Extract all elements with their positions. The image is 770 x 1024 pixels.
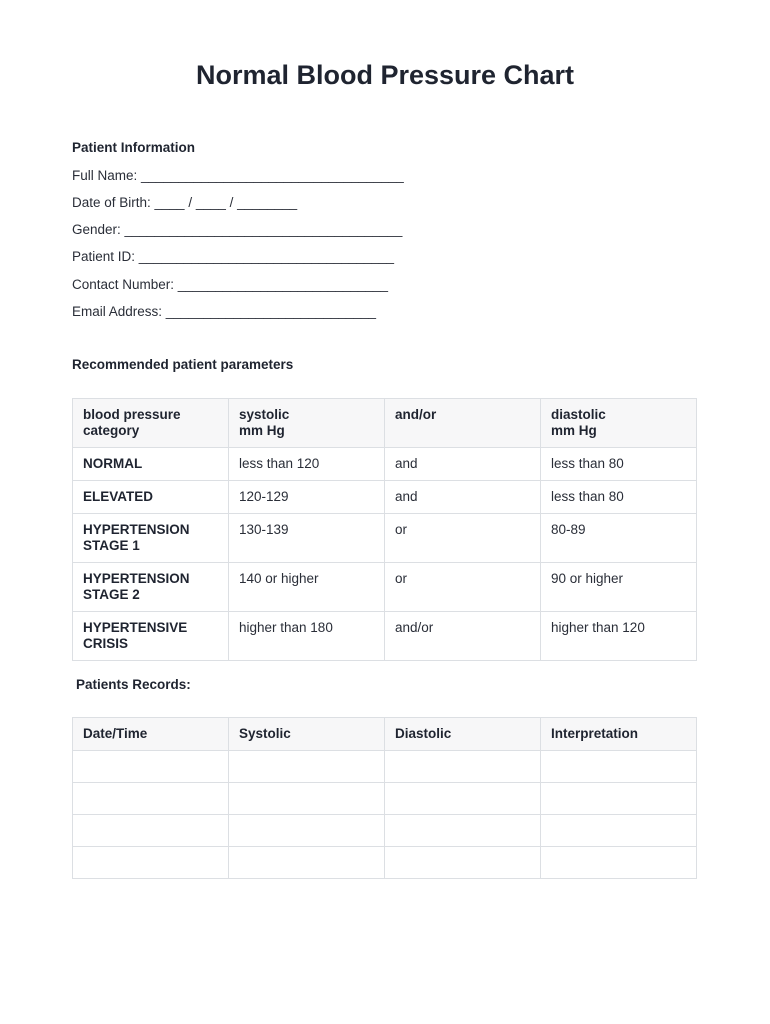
table-row	[73, 783, 697, 815]
records-heading: Patients Records:	[76, 677, 191, 692]
diastolic-cell: less than 80	[541, 481, 697, 514]
diastolic-cell[interactable]	[385, 783, 541, 815]
systolic-cell: 120-129	[229, 481, 385, 514]
table-header-row	[73, 399, 697, 448]
gender-field[interactable]: Gender: _____________________________________	[72, 222, 403, 237]
table-row	[73, 563, 697, 612]
records-table	[72, 717, 697, 879]
table-row	[73, 448, 697, 481]
interpretation-cell[interactable]	[541, 751, 697, 783]
category-cell: HYPERTENSION STAGE 2	[73, 563, 229, 612]
parameters-table	[72, 398, 697, 661]
contact-number-field[interactable]: Contact Number: ____________________________	[72, 277, 389, 292]
email-address-field[interactable]: Email Address: ____________________________	[72, 304, 377, 319]
interpretation-cell[interactable]	[541, 815, 697, 847]
diastolic-cell: less than 80	[541, 448, 697, 481]
table-header-row	[73, 718, 697, 751]
andor-cell: or	[385, 563, 541, 612]
date-time-cell[interactable]	[73, 815, 229, 847]
systolic-cell: 140 or higher	[229, 563, 385, 612]
table-header-cell: Interpretation	[541, 718, 697, 751]
date-time-cell[interactable]	[73, 847, 229, 879]
diastolic-cell: higher than 120	[541, 612, 697, 661]
diastolic-cell[interactable]	[385, 815, 541, 847]
systolic-cell[interactable]	[229, 815, 385, 847]
date-time-cell[interactable]	[73, 783, 229, 815]
andor-cell: and	[385, 481, 541, 514]
category-cell: NORMAL	[73, 448, 229, 481]
table-row	[73, 612, 697, 661]
table-header-cell: Date/Time	[73, 718, 229, 751]
table-header-cell: diastolic mm Hg	[541, 399, 697, 448]
table-header-cell: blood pressure category	[73, 399, 229, 448]
category-cell: ELEVATED	[73, 481, 229, 514]
diastolic-cell[interactable]	[385, 847, 541, 879]
interpretation-cell[interactable]	[541, 847, 697, 879]
diastolic-cell: 80-89	[541, 514, 697, 563]
diastolic-cell[interactable]	[385, 751, 541, 783]
page-title: Normal Blood Pressure Chart	[195, 60, 575, 90]
table-header-cell: Diastolic	[385, 718, 541, 751]
date-of-birth-field[interactable]: Date of Birth: ____ / ____ / ________	[72, 195, 298, 210]
systolic-cell[interactable]	[229, 751, 385, 783]
table-row	[73, 481, 697, 514]
patient-id-field[interactable]: Patient ID: __________________________________	[72, 249, 395, 264]
patient-info-heading: Patient Information	[72, 140, 196, 155]
date-time-cell[interactable]	[73, 751, 229, 783]
systolic-cell: 130-139	[229, 514, 385, 563]
table-header-cell: and/or	[385, 399, 541, 448]
diastolic-cell: 90 or higher	[541, 563, 697, 612]
interpretation-cell[interactable]	[541, 783, 697, 815]
table-row	[73, 751, 697, 783]
table-header-cell: systolic mm Hg	[229, 399, 385, 448]
andor-cell: and/or	[385, 612, 541, 661]
category-cell: HYPERTENSIVE CRISIS	[73, 612, 229, 661]
table-row	[73, 815, 697, 847]
parameters-heading: Recommended patient parameters	[72, 357, 294, 372]
table-header-cell: Systolic	[229, 718, 385, 751]
table-row	[73, 847, 697, 879]
systolic-cell: higher than 180	[229, 612, 385, 661]
systolic-cell[interactable]	[229, 847, 385, 879]
systolic-cell[interactable]	[229, 783, 385, 815]
category-cell: HYPERTENSION STAGE 1	[73, 514, 229, 563]
andor-cell: and	[385, 448, 541, 481]
andor-cell: or	[385, 514, 541, 563]
full-name-field[interactable]: Full Name: ___________________________________	[72, 168, 404, 183]
systolic-cell: less than 120	[229, 448, 385, 481]
table-row	[73, 514, 697, 563]
